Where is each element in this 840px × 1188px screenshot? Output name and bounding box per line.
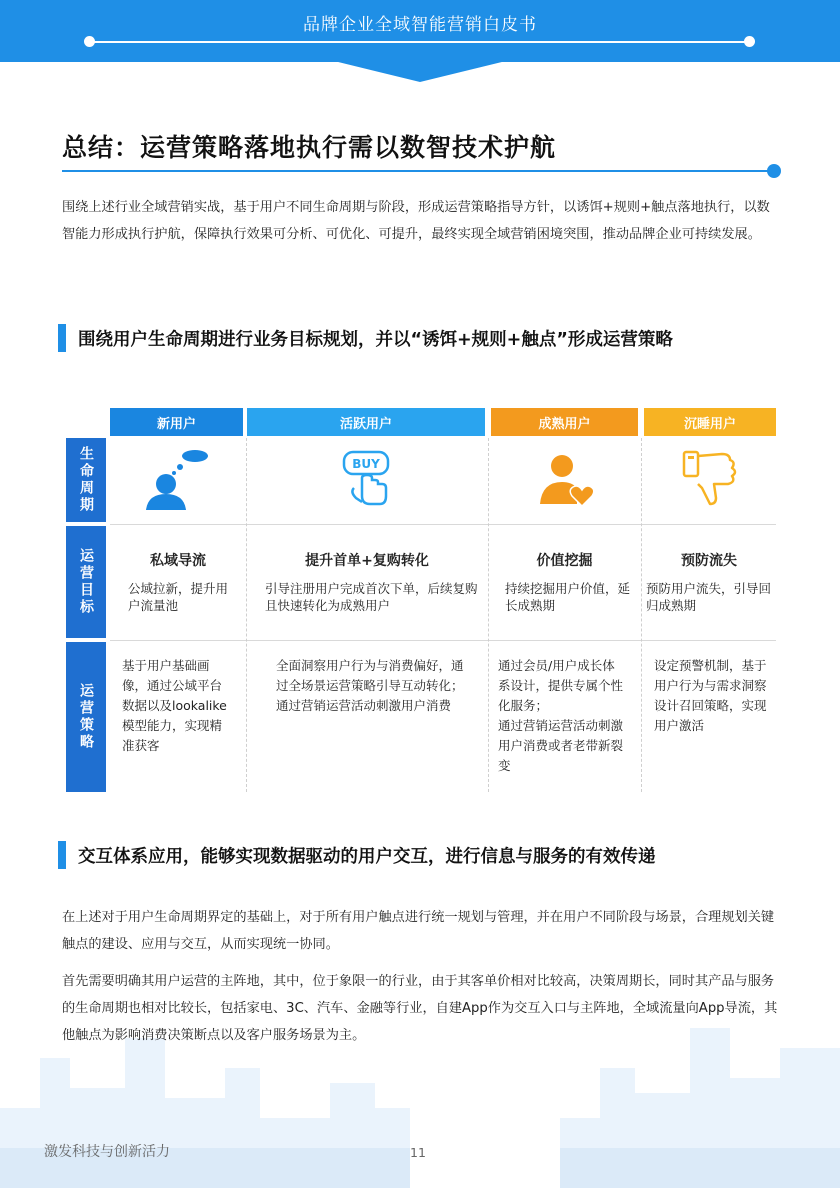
section-title: 交互体系应用，能够实现数据驱动的用户交互，进行信息与服务的有效传递 <box>78 846 656 867</box>
person-heart-icon <box>540 452 594 508</box>
header-dot-left <box>84 36 95 47</box>
section-bar <box>58 841 66 869</box>
thumbs-down-icon <box>682 448 740 508</box>
goal-title: 提升首单+复购转化 <box>305 553 429 569</box>
intro-paragraph: 围绕上述行业全域营销实战，基于用户不同生命周期与阶段，形成运营策略指导方针，以诱饵+规则+触点落地执行，以数智能力形成执行护航，保障执行效果可分析、可优化、可提升，最终实现全域营销困境突围，推动品牌企业可持续发展。 <box>62 200 770 242</box>
col-head-new-user: 新用户 <box>110 408 243 436</box>
header-notch <box>330 60 510 82</box>
goal-cell-mature-user <box>489 526 640 638</box>
section-bar <box>58 324 66 352</box>
strategy-mature-user: 通过会员/用户成长体系设计，提供专属个性化服务； 通过营销运营活动刺激用户消费或者老带新裂变 <box>498 658 624 773</box>
lifecycle-table <box>66 408 776 792</box>
section-title: 围绕用户生命周期进行业务目标规划，并以“诱饵+规则+触点”形成运营策略 <box>78 329 673 350</box>
col-head-active-user: 活跃用户 <box>247 408 485 436</box>
goal-desc: 预防用户流失，引导回归成熟期 <box>646 581 772 613</box>
col-head-dormant-user: 沉睡用户 <box>644 408 776 436</box>
goal-desc: 引导注册用户完成首次下单，后续复购且快速转化为成熟用户 <box>265 581 478 613</box>
header-line <box>92 41 748 43</box>
col-head-mature-user: 成熟用户 <box>491 408 638 436</box>
title-rule-dot <box>767 164 781 178</box>
strategy-new-user: 基于用户基础画像，通过公域平台数据以及lookalike模型能力，实现精准获客 <box>122 658 227 753</box>
paragraph-main-position: 首先需要明确其用户运营的主阵地，其中，位于象限一的行业，由于其客单价相对比较高，决策周期长，同时其产品与服务的生命周期也相对比较长，包括家电、3C、汽车、金融等行业，自建App作为交互入口与主阵地，全域流量向App导流，其他触点为影响消费决策断点以及客户服务场景为主。 <box>62 974 778 1043</box>
paragraph-touchpoints: 在上述对于用户生命周期界定的基础上，对于所有用户触点进行统一规划与管理，并在用户不同阶段与场景，合理规划关键触点的建设、应用与交互，从而实现统一协同。 <box>62 910 775 952</box>
goal-desc: 公域拉新，提升用户流量池 <box>128 581 229 613</box>
row-separator <box>110 640 776 641</box>
goal-desc: 持续挖掘用户价值，延长成熟期 <box>505 581 631 613</box>
footer-slogan: 激发科技与创新活力 <box>44 1144 170 1160</box>
goal-title: 预防流失 <box>681 553 737 569</box>
strategy-active-user: 全面洞察用户行为与消费偏好，通过全场景运营策略引导互动转化； 通过营销运营活动刺激用户消费 <box>276 658 464 713</box>
row-separator <box>110 524 776 525</box>
section-heading-interaction <box>58 840 656 870</box>
strategy-dormant-user: 设定预警机制，基于用户行为与需求洞察设计召回策略，实现用户激活 <box>654 658 767 733</box>
goal-cell-dormant-user <box>642 526 776 638</box>
goal-title: 私域导流 <box>150 553 206 569</box>
page-number: 11 <box>410 1145 426 1160</box>
title-rule <box>62 170 770 172</box>
row-head-lifecycle: 生命周期 <box>66 438 106 522</box>
page-title: 总结：运营策略落地执行需以数智技术护航 <box>62 133 557 162</box>
goal-cell-new-user <box>110 526 246 638</box>
section-heading-lifecycle <box>58 323 673 353</box>
goal-title: 价值挖掘 <box>536 553 593 569</box>
goal-cell-active-user <box>247 526 487 638</box>
buy-click-icon <box>340 448 396 508</box>
row-head-strategy: 运营策略 <box>66 642 106 792</box>
header-title: 品牌企业全域智能营销白皮书 <box>303 15 537 35</box>
row-head-goal: 运营目标 <box>66 526 106 638</box>
svg-text:BUY: BUY <box>352 457 380 471</box>
thinking-person-icon <box>142 448 212 512</box>
header-dot-right <box>744 36 755 47</box>
